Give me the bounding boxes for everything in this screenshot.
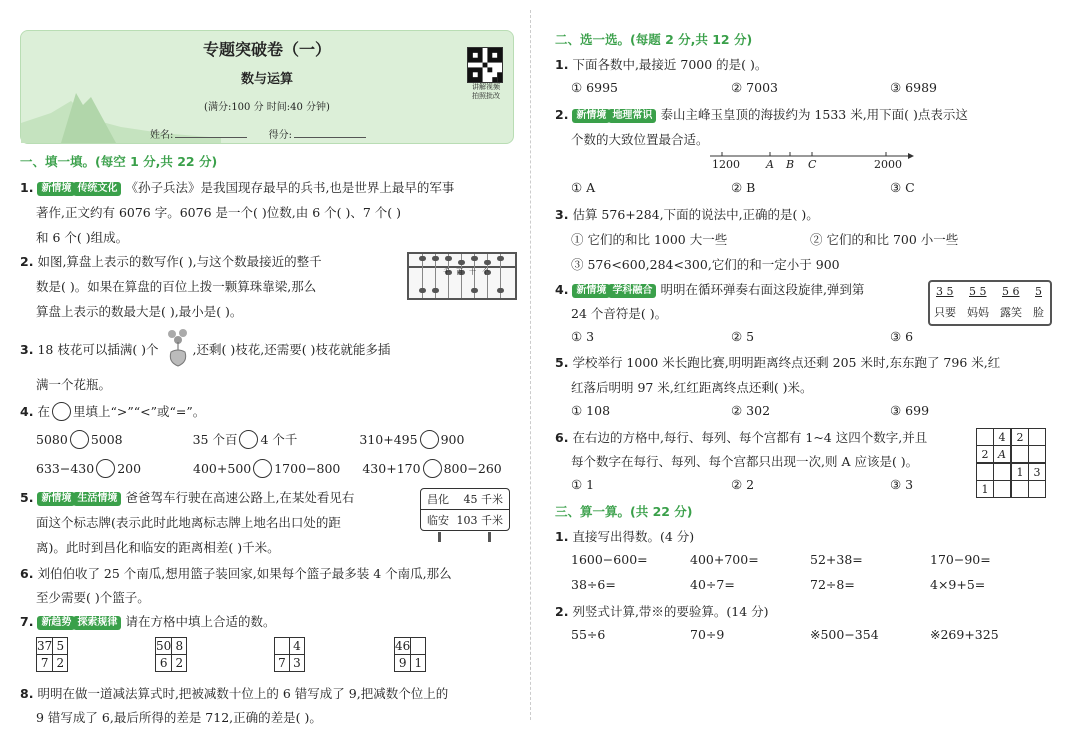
- compare-circle[interactable]: [70, 430, 89, 449]
- r-q2-line1: 2. 新情境 地理常识 泰山主峰玉皇顶的海拔约为 1533 米,用下面( )点表示这: [555, 107, 968, 122]
- tag-new-context: 新情境: [37, 182, 75, 196]
- compare-circle[interactable]: [420, 430, 439, 449]
- calc-item[interactable]: 38÷6=: [571, 577, 616, 592]
- q4-row1: 5080 5008 35 个百 4 个千 310+495 900: [36, 432, 465, 447]
- vase-icon: [163, 328, 193, 368]
- exam-meta: (满分:100 分 时间:40 分钟): [204, 102, 330, 113]
- pattern-grid-3: 4 7 3: [274, 637, 305, 672]
- q1-line2: 著作,正文约有 6076 字。6076 是一个( )位数,由 6 个( )、7 个( ): [36, 205, 401, 220]
- q3-line2: 满一个花瓶。: [36, 377, 112, 392]
- melody-box: 3 5 5 5 5 6 5 只要 妈妈 露笑 脸: [928, 280, 1052, 326]
- calc-item[interactable]: 4×9+5=: [930, 577, 986, 592]
- q4-row2: 633−430 200 400+500 1700−800 430+170 800−260: [36, 461, 502, 476]
- r-q5-opt3[interactable]: ③ 699: [890, 403, 930, 418]
- r-q5-line2: 红落后明明 97 米,红红距离终点还剩( )米。: [571, 380, 813, 395]
- r-q6-opt3[interactable]: ③ 3: [890, 477, 914, 492]
- score-label: 得分:: [268, 130, 292, 141]
- q5-line1: 5. 新情境 生活情境 爸爸驾车行驶在高速公路上,在某处看见右: [20, 490, 355, 505]
- score-field[interactable]: [294, 127, 366, 138]
- r-q6-line1: 6. 在右边的方格中,每行、每列、每个宫都有 1~4 这四个数字,并且: [555, 430, 928, 445]
- r-q4-opt3[interactable]: ③ 6: [890, 329, 914, 344]
- q7-line1: 7. 新趋势 探索规律 请在方格中填上合适的数。: [20, 614, 276, 629]
- q3-line1: 3. 18 枝花可以插满( )个 ,还剩( )枝花,还需要( )枝花就能多插: [20, 340, 390, 368]
- r-q2-opt1[interactable]: ① A: [571, 180, 596, 195]
- r-q1-opt1[interactable]: ① 6995: [571, 80, 618, 95]
- calc-item[interactable]: 40÷7=: [690, 577, 735, 592]
- compare-circle[interactable]: [423, 459, 442, 478]
- r-q1-line: 1. 下面各数中,最接近 7000 的是( )。: [555, 57, 768, 72]
- highway-sign: 昌化 45 千米 临安 103 千米: [420, 488, 510, 531]
- q2-line3: 算盘上表示的数最大是( ),最小是( )。: [36, 304, 243, 319]
- r-q5-opt1[interactable]: ① 108: [571, 403, 611, 418]
- r-q3-opt2[interactable]: ② 它们的和比 700 小一些: [810, 232, 959, 247]
- calc-item[interactable]: 72÷8=: [810, 577, 855, 592]
- q2-line2: 数是( )。如果在算盘的百位上拨一颗算珠靠梁,那么: [36, 279, 317, 294]
- calc-item[interactable]: 170−90=: [930, 552, 991, 567]
- qr-note: 讲解视频 拍照批改: [472, 83, 500, 100]
- q2-line1: 2. 如图,算盘上表示的数写作( ),与这个数最接近的整千: [20, 254, 322, 269]
- r-q4-line2: 24 个音符是( )。: [571, 306, 668, 321]
- column-calc-item[interactable]: ※500−354: [810, 627, 879, 642]
- section-fill-in: 一、填一填。(每空 1 分,共 22 分): [20, 154, 218, 169]
- column-calc-item[interactable]: 55÷6: [571, 627, 606, 642]
- pattern-grid-1: 37 5 7 2: [36, 637, 68, 672]
- calc-item[interactable]: 1600−600=: [571, 552, 648, 567]
- q5-line3: 离)。此时到昌化和临安的距离相差( )千米。: [36, 540, 280, 555]
- name-field[interactable]: [175, 127, 247, 138]
- q6-line1: 6. 刘伯伯收了 25 个南瓜,想用篮子装回家,如果每个篮子最多装 4 个南瓜,那么: [20, 566, 452, 581]
- tag-culture: 传统文化: [73, 182, 121, 196]
- q8-line1: 8. 明明在做一道减法算式时,把被减数十位上的 6 错写成了 9,把减数个位上的: [20, 686, 449, 701]
- exam-subtitle: 数与运算: [240, 72, 293, 87]
- name-label: 姓名:: [150, 130, 174, 141]
- q6-line2: 至少需要( )个篮子。: [36, 590, 150, 605]
- r-q4-line1: 4. 新情境 学科融合 明明在循环弹奏右面这段旋律,弹到第: [555, 282, 865, 297]
- name-score-row: [21, 126, 513, 141]
- calc-item[interactable]: 400+700=: [690, 552, 759, 567]
- q1-line1: 1. 新情境 传统文化 《孙子兵法》是我国现存最早的兵书,也是世界上最早的军事: [20, 180, 455, 195]
- pattern-grid-4: 46 9 1: [394, 637, 426, 672]
- r-q1-opt3[interactable]: ③ 6989: [890, 80, 937, 95]
- sudoku-grid: 4 2 2 A 1 3 1: [976, 428, 1046, 498]
- r-q6-opt2[interactable]: ② 2: [731, 477, 755, 492]
- r-q1-opt2[interactable]: ② 7003: [731, 80, 778, 95]
- r-q6-line2: 每个数字在每行、每列、每个宫都只出现一次,则 A 应该是( )。: [571, 454, 919, 469]
- c2-line: 2. 列竖式计算,带※的要验算。(14 分): [555, 604, 769, 619]
- section-calculate: 三、算一算。(共 22 分): [555, 504, 693, 519]
- r-q2-line2: 个数的大致位置最合适。: [571, 132, 709, 147]
- calc-item[interactable]: 52+38=: [810, 552, 863, 567]
- column-divider: [530, 10, 531, 720]
- pattern-grid-2: 50 8 6 2: [155, 637, 187, 672]
- compare-circle[interactable]: [52, 402, 71, 421]
- q5-line2: 面这个标志牌(表示此时此地离标志牌上地名出口处的距: [36, 515, 341, 530]
- r-q5-opt2[interactable]: ② 302: [731, 403, 771, 418]
- r-q3-opt3[interactable]: ③ 576<600,284<300,它们的和一定小于 900: [571, 257, 840, 272]
- exam-title: 专题突破卷（一）: [202, 40, 331, 59]
- r-q6-opt1[interactable]: ① 1: [571, 477, 595, 492]
- exam-header: [20, 30, 514, 144]
- number-line: 1200 A B C 2000: [710, 150, 920, 174]
- r-q2-opt2[interactable]: ② B: [731, 180, 756, 195]
- compare-circle[interactable]: [96, 459, 115, 478]
- r-q4-opt1[interactable]: ① 3: [571, 329, 595, 344]
- column-calc-item[interactable]: 70÷9: [690, 627, 725, 642]
- q8-line2: 9 错写成了 6,最后所得的差是 712,正确的差是( )。: [36, 710, 322, 725]
- abacus-figure: 千 百 十 个: [407, 252, 517, 300]
- r-q5-line1: 5. 学校举行 1000 米长跑比赛,明明距离终点还剩 205 米时,东东跑了 796 米,红: [555, 355, 1001, 370]
- q1-line3: 和 6 个( )组成。: [36, 230, 129, 245]
- section-choose: 二、选一选。(每题 2 分,共 12 分): [555, 32, 753, 47]
- compare-circle[interactable]: [239, 430, 258, 449]
- compare-circle[interactable]: [253, 459, 272, 478]
- q4-line1: 4. 在 里填上“>”“<”或“=”。: [20, 404, 206, 419]
- c1-line: 1. 直接写出得数。(4 分): [555, 529, 695, 544]
- r-q4-opt2[interactable]: ② 5: [731, 329, 755, 344]
- qr-code-icon[interactable]: [467, 47, 503, 83]
- r-q3-line: 3. 估算 576+284,下面的说法中,正确的是( )。: [555, 207, 819, 222]
- r-q3-opt1[interactable]: ① 它们的和比 1000 大一些: [571, 232, 728, 247]
- column-calc-item[interactable]: ※269+325: [930, 627, 999, 642]
- r-q2-opt3[interactable]: ③ C: [890, 180, 915, 195]
